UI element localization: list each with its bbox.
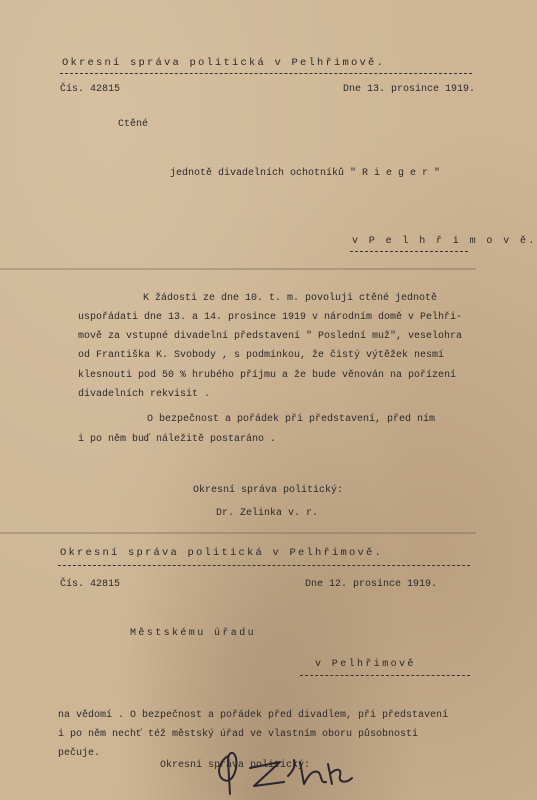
letter1-body-line: mově za vstupné divadelní představení " Poslední muž", veselohra <box>78 331 463 342</box>
letter2-office: Okresní správa politický: <box>160 760 311 771</box>
letter1-body-line: K žádosti ze dne 10. t. m. povoluji ctěné jednotě <box>143 293 438 304</box>
letter2-place: v Pelhřimově <box>315 659 416 670</box>
letter1-body-line: uspořádati dne 13. a 14. prosince 1919 v národním domě v Pelhři- <box>78 312 463 323</box>
letter2-place-underline <box>300 675 470 676</box>
handwritten-signature <box>210 742 360 798</box>
letter2-header-underline <box>58 565 470 566</box>
letter1-place-underline <box>350 251 468 252</box>
letter1-place: v P e l h ř i m o v ě. <box>352 236 537 247</box>
letter2-body-line: i po něm nechť též městský úřad ve vlastním oboru působnosti <box>58 729 419 740</box>
letter2-reference-number: Čís. 42815 <box>60 579 121 590</box>
letter1-body-line: klesnouti pod 50 % hrubého příjmu a že bude věnován na pořízení <box>78 370 457 381</box>
paper-fold <box>0 268 476 270</box>
letter1-signatory: Dr. Zelinka v. r. <box>216 508 319 519</box>
letter2-body-line: pečuje. <box>58 748 101 759</box>
letter1-body-line: O bezpečnost a pořádek při představení, před ním <box>147 414 436 425</box>
letter1-salutation: Ctěné <box>118 119 149 130</box>
letter1-date: Dne 13. prosince 1919. <box>343 84 476 95</box>
letter1-reference-number: Čís. 42815 <box>60 84 121 95</box>
letter1-body-line: divadelních rekvisit . <box>78 389 211 400</box>
letter1-body-line: i po něm buď náležitě postaráno . <box>78 434 277 445</box>
letter2-body-line: na vědomí . O bezpečnost a pořádek před divadlem, při představení <box>58 710 449 721</box>
letter1-header: Okresní správa politická v Pelhřimově. <box>62 57 386 69</box>
letter2-header: Okresní správa politická v Pelhřimově. <box>60 547 384 559</box>
letter1-header-underline <box>60 73 472 74</box>
letter1-addressee: jednotě divadelních ochotníků " R i e g e r " <box>170 168 441 179</box>
letter1-body-line: od Františka K. Svobody , s podmínkou, že čistý výtěžek nesmí <box>78 350 445 361</box>
letter2-date: Dne 12. prosince 1919. <box>305 579 438 590</box>
letter2-addressee: Městskému úřadu <box>130 628 257 639</box>
letter1-office: Okresní správa politický: <box>193 485 344 496</box>
paper-fold <box>0 532 476 534</box>
